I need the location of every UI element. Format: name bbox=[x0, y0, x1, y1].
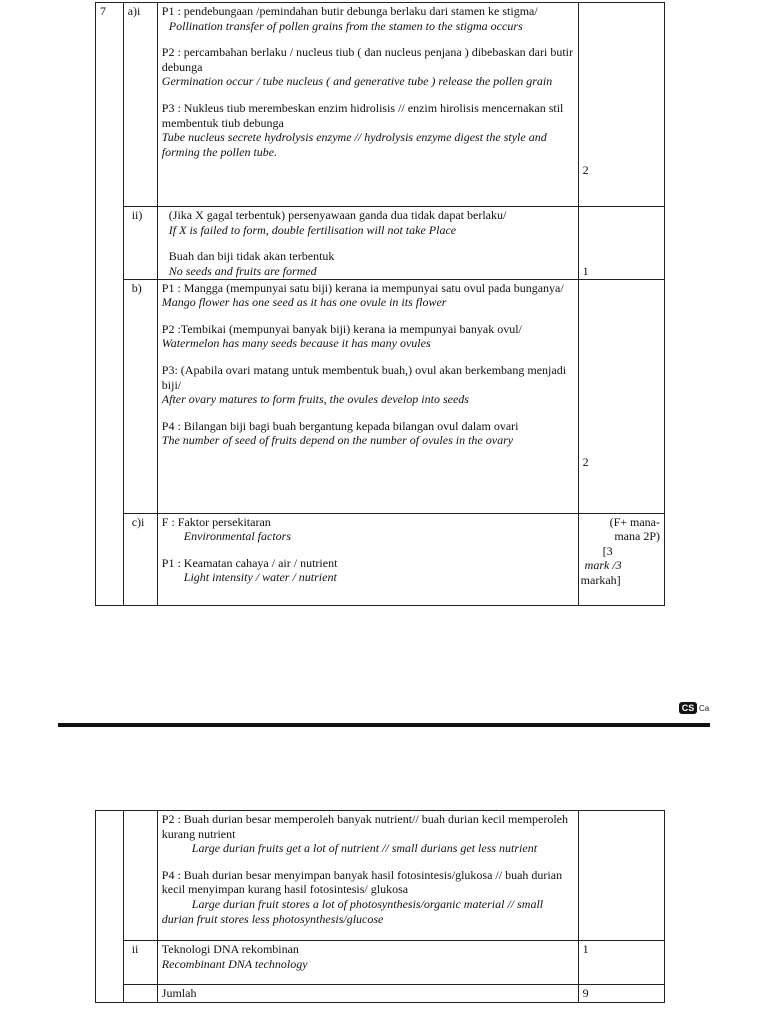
sub-question: ii bbox=[123, 941, 157, 985]
answer-malay: P1 : Mangga (mempunyai satu biji) kerana ia mempunyai satu ovul pada bunganya/ bbox=[161, 280, 564, 295]
answer-cell bbox=[157, 279, 578, 513]
answer-english: After ovary matures to form fruits, the ovules develop into seeds bbox=[161, 392, 469, 407]
table-row bbox=[96, 811, 665, 941]
table-row bbox=[96, 513, 665, 605]
total-mark: 9 bbox=[578, 985, 664, 1003]
answer-malay: P2 :Tembikai (mempunyai banyak biji) kerana ia mempunyai banyak ovul/ bbox=[161, 321, 522, 336]
answer-english: Watermelon has many seeds because it has many ovules bbox=[161, 336, 431, 351]
answer-english: Tube nucleus secrete hydrolysis enzyme // hydrolysis enzyme digest the style and forming the pollen tube. bbox=[161, 130, 547, 159]
sub-question: c)i bbox=[123, 513, 157, 605]
sub-question bbox=[123, 985, 157, 1003]
answer-malay: Buah dan biji tidak akan terbentuk bbox=[168, 249, 335, 264]
answer-cell bbox=[157, 513, 578, 605]
logo-text: Ca bbox=[699, 703, 710, 713]
table-row bbox=[96, 207, 665, 280]
answer-english: Germination occur / tube nucleus ( and generative tube ) release the pollen grain bbox=[161, 74, 553, 89]
sub-question: b) bbox=[123, 279, 157, 513]
mark-note-line: mark /3 bbox=[584, 558, 622, 573]
mark-cell bbox=[578, 207, 664, 280]
total-label: Jumlah bbox=[157, 985, 578, 1003]
sub-question: a)i bbox=[123, 3, 157, 207]
answer-english: Mango flower has one seed as it has one ovule in its flower bbox=[161, 295, 447, 310]
question-number: 7 bbox=[96, 3, 124, 606]
answer-malay: P1 : pendebungaan /pemindahan butir debunga berlaku dari stamen ke stigma/ bbox=[161, 4, 538, 18]
mark-cell: 1 bbox=[578, 941, 664, 985]
answer-english: Large durian fruits get a lot of nutrient // small durians get less nutrient bbox=[191, 841, 538, 856]
answer-malay: P4 : Buah durian besar menyimpan banyak hasil fotosintesis/glukosa // buah durian kecil menyimpan kurang hasil fotosintesis/ glukosa bbox=[161, 867, 563, 897]
answer-cell bbox=[157, 207, 578, 280]
answer-malay: F : Faktor persekitaran bbox=[161, 514, 271, 529]
mark-cell bbox=[578, 279, 664, 513]
page-divider bbox=[58, 723, 710, 727]
sub-question bbox=[123, 811, 157, 941]
table-row bbox=[96, 941, 665, 985]
mark-note-line: markah] bbox=[580, 572, 621, 587]
answer-malay: P2 : percambahan berlaku / nucleus tiub ( dan nucleus penjana ) dibebaskan dari butir debunga bbox=[161, 45, 573, 74]
answer-english: If X is failed to form, double fertilisation will not take Place bbox=[168, 222, 457, 237]
answer-malay: Teknologi DNA rekombinan bbox=[161, 942, 299, 956]
answer-malay: P3 : Nukleus tiub merembeskan enzim hidrolisis // enzim hirolisis mencernakan stil membentuk tiub debunga bbox=[161, 100, 564, 130]
marking-scheme-table-2 bbox=[95, 810, 665, 1003]
answer-cell bbox=[157, 3, 578, 207]
answer-malay: P3: (Apabila ovari matang untuk membentuk buah,) ovul akan berkembang menjadi biji/ bbox=[161, 362, 567, 392]
cs-badge-icon: CS bbox=[679, 702, 697, 714]
answer-english: Pollination transfer of pollen grains from the stamen to the stigma occurs bbox=[168, 18, 523, 33]
mark-cell bbox=[578, 513, 664, 605]
answer-english: Recombinant DNA technology bbox=[161, 956, 308, 971]
marking-scheme-table-1 bbox=[95, 2, 665, 606]
mark-note-line: [3 bbox=[602, 543, 613, 558]
answer-cell bbox=[157, 941, 578, 985]
mark-value: 1 bbox=[582, 264, 589, 278]
mark-cell bbox=[578, 811, 664, 941]
mark-value: 2 bbox=[582, 454, 589, 469]
mark-note-line: mana 2P) bbox=[614, 529, 660, 544]
answer-malay: P4 : Bilangan biji bagi buah bergantung kepada bilangan ovul dalam ovari bbox=[161, 418, 519, 433]
table-row bbox=[96, 279, 665, 513]
answer-malay: P2 : Buah durian besar memperoleh banyak nutrient// buah durian kecil memperoleh kurang nutrient bbox=[161, 812, 569, 841]
answer-english: Large durian fruit stores a lot of photosynthesis/organic material // small durian fruit stores less photosynthesis/glucose bbox=[161, 896, 544, 926]
answer-malay: P1 : Keamatan cahaya / air / nutrient bbox=[161, 555, 338, 570]
mark-cell bbox=[578, 3, 664, 207]
table-row bbox=[96, 3, 665, 207]
answer-english: The number of seed of fruits depend on the number of ovules in the ovary bbox=[161, 433, 514, 448]
answer-english: Light intensity / water / nutrient bbox=[183, 570, 337, 585]
sub-question: ii) bbox=[123, 207, 157, 280]
question-number bbox=[96, 811, 124, 1003]
mark-value: 2 bbox=[582, 163, 589, 177]
answer-english: Environmental factors bbox=[183, 529, 292, 544]
answer-english: No seeds and fruits are formed bbox=[168, 263, 317, 278]
answer-cell bbox=[157, 811, 578, 941]
table-row bbox=[96, 985, 665, 1003]
mark-note-line: (F+ mana- bbox=[609, 514, 660, 529]
answer-malay: (Jika X gagal terbentuk) persenyawaan ganda dua tidak dapat berlaku/ bbox=[168, 208, 507, 222]
camscanner-logo bbox=[679, 702, 709, 714]
